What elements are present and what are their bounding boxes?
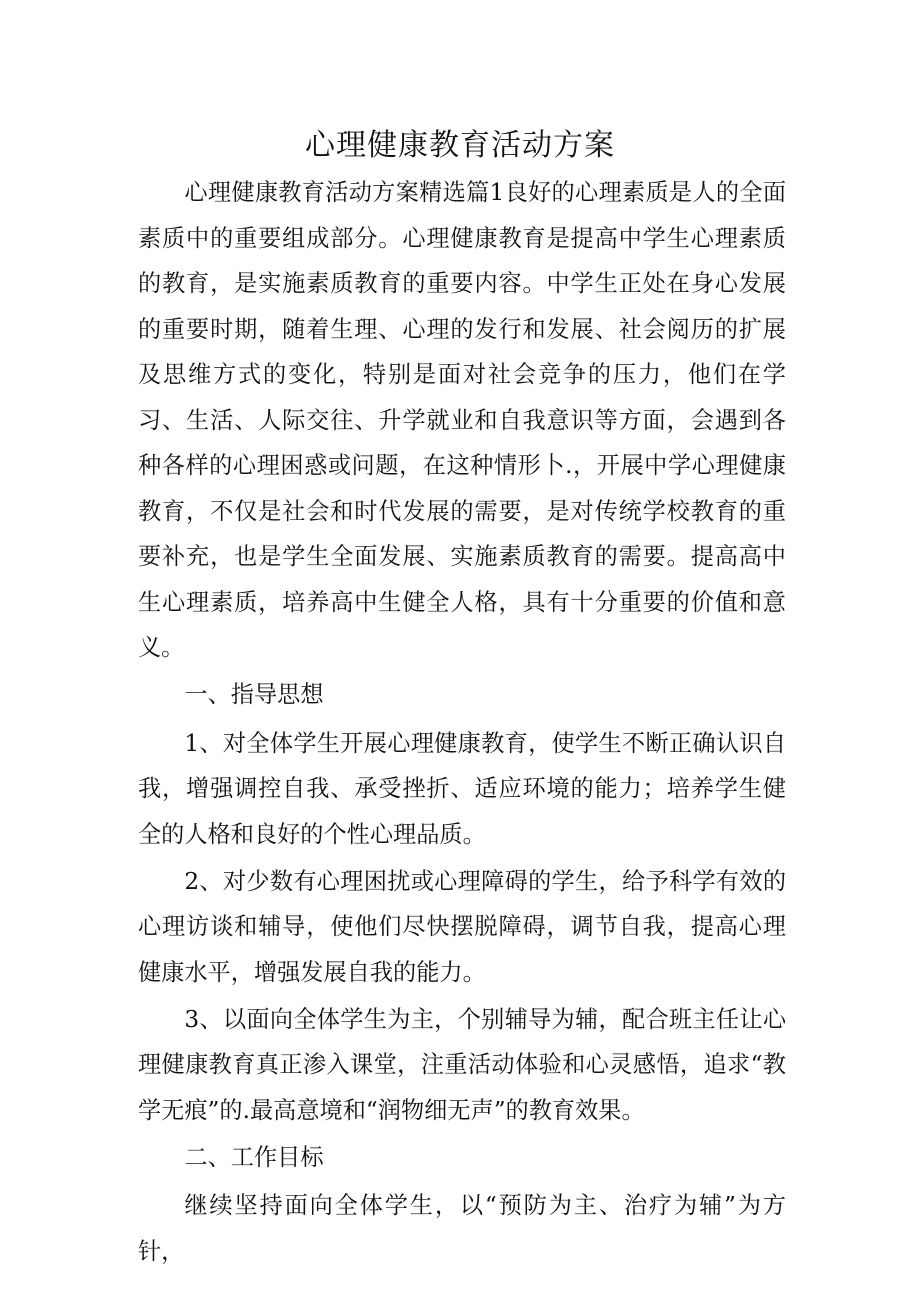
document-title: 心理健康教育活动方案 [305,128,615,163]
intro-paragraph: 心理健康教育活动方案精选篇1良好的心理素质是人的全面素质中的重要组成部分。心理健康教育是提高中学生心理素质的教育，是实施素质教育的重要内容。中学生正处在身心发展的重要时期，随着生理、心理的发行和发展、社会阅历的扩展及思维方式的变化，特别是面对社会竞争的压力，他们在学习、生活、人际交往、升学就业和自我意识等方面，会遇到各种各样的心理困惑或问题，在这种情形卜.，开展中学心理健康教育，不仅是社会和时代发展的需要，是对传统学校教育的重要补充，也是学生全面发展、实施素质教育的需要。提高高中生心理素质，培养高中生健全人格，具有十分重要的价值和意义。 [138,179,786,661]
guiding-point-1: 1、对全体学生开展心理健康教育，使学生不断正确认识自我，增强调控自我、承受挫折、适应环境的能力；培养学生健全的人格和良好的个性心理品质。 [138,729,786,848]
guiding-point-2: 2、对少数有心理困扰或心理障碍的学生，给予科学有效的心理访谈和辅导，使他们尽快摆脱障碍，调节自我，提高心理健康水平，增强发展自我的能力。 [138,867,786,986]
section-heading-work-goals: 二、工作目标 [184,1143,324,1171]
section-heading-guiding-ideology: 一、指导思想 [184,681,324,708]
document-body [138,170,786,1276]
work-goals-paragraph: 继续坚持面向全体学生，以“预防为主、治疗为辅”为方针， [138,1192,786,1265]
guiding-point-3: 3、以面向全体学生为主，个别辅导为辅，配合班主任让心理健康教育真正渗入课堂，注重活动体验和心灵感悟，追求“教学无痕”的.最高意境和“润物细无声”的教育效果。 [138,1005,786,1124]
